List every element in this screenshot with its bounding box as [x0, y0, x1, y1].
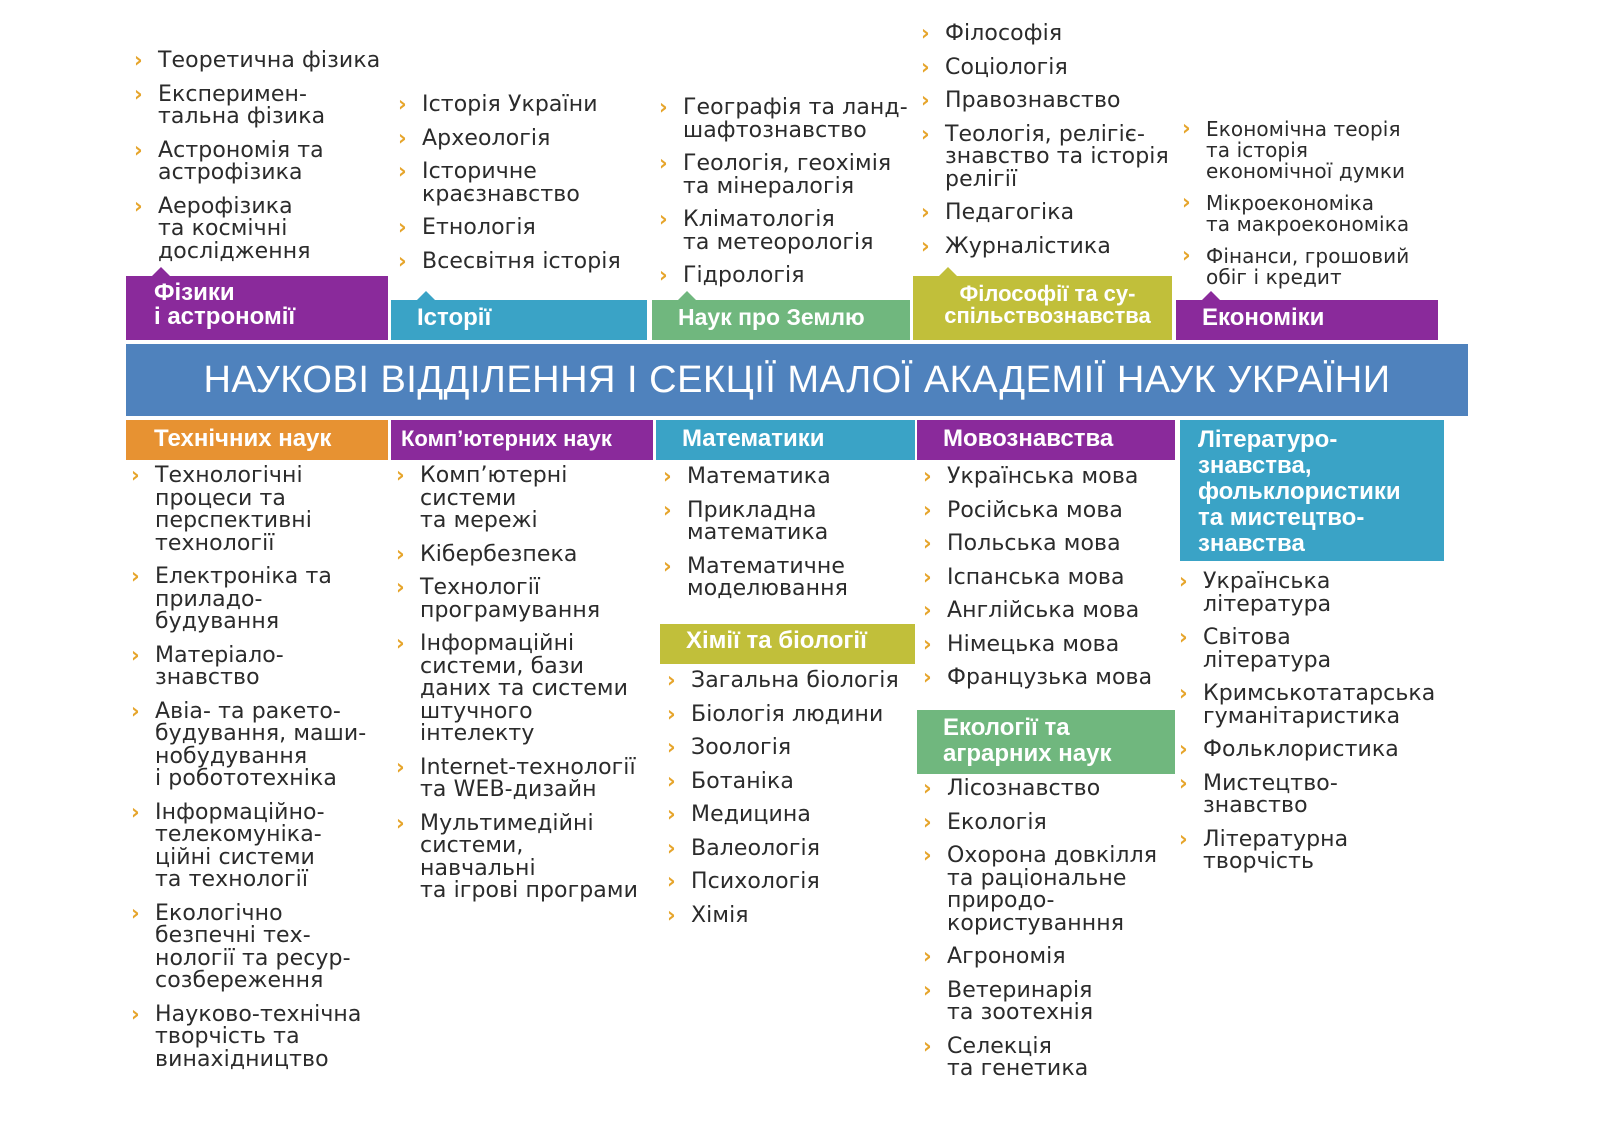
section-item [656, 153, 911, 198]
section-label: Ветеринарія та зоотехнія [947, 977, 1094, 1025]
section-label: Експеримен- тальна фізика [158, 81, 326, 129]
section-label: Internet-технології та WEB-дизайн [420, 754, 636, 802]
section-label: Науково-технічна творчість та винахідництво [155, 1001, 362, 1072]
section-item [128, 698, 383, 791]
section-item [920, 631, 1175, 657]
chevron-right-icon: › [663, 464, 672, 488]
section-label: Агрономія [947, 944, 1066, 969]
section-label: Психологія [691, 869, 820, 894]
section-item [656, 265, 911, 288]
section-item [664, 737, 919, 760]
history-label: Історії [391, 300, 647, 340]
section-item [920, 667, 1175, 690]
section-item [393, 810, 653, 903]
section-item [393, 633, 653, 746]
mathematics-label: Математики [656, 420, 915, 460]
section-item [1176, 826, 1444, 874]
section-item [128, 642, 383, 690]
chevron-right-icon: › [396, 463, 405, 487]
section-item [1179, 243, 1444, 289]
section-label: Інформаційні системи, бази даних та системи штучного інтелекту [420, 631, 629, 746]
section-label: Екологія [947, 809, 1047, 835]
section-label: Ботаніка [691, 768, 794, 794]
chevron-right-icon: › [659, 95, 668, 119]
chevron-right-icon: › [923, 497, 932, 522]
chevron-right-icon: › [923, 776, 932, 800]
chevron-right-icon: › [398, 125, 407, 150]
chevron-right-icon: › [1179, 569, 1188, 593]
chevron-right-icon: › [131, 799, 140, 824]
section-item [664, 835, 919, 861]
section-item [660, 466, 915, 489]
section-item [1176, 571, 1444, 616]
chevron-right-icon: › [667, 902, 676, 927]
section-item [393, 754, 653, 802]
section-label: Астрономія та астрофізика [158, 137, 324, 185]
section-label: Охорона довкілля та раціональне природо- користуванння [947, 843, 1158, 936]
section-item [128, 799, 383, 892]
chevron-right-icon: › [131, 900, 140, 925]
computer-sections [393, 465, 653, 914]
section-item [128, 1001, 383, 1072]
section-item [1176, 627, 1444, 672]
chevron-right-icon: › [923, 809, 932, 834]
section-item [920, 497, 1175, 523]
section-label: Педагогіка [945, 200, 1075, 225]
chevron-right-icon: › [134, 48, 143, 72]
section-label: Історія України [422, 92, 598, 117]
chevron-right-icon: › [398, 248, 407, 273]
chevron-right-icon: › [398, 92, 407, 116]
chevron-right-icon: › [396, 575, 405, 599]
section-item [131, 193, 386, 264]
section-item [128, 465, 383, 555]
section-label: Кібербезпека [420, 541, 578, 567]
section-item [920, 778, 1175, 801]
chevron-right-icon: › [398, 159, 407, 183]
section-label: Мистецтво- знавство [1203, 770, 1338, 818]
mathematics-sections [660, 466, 915, 612]
chevron-right-icon: › [131, 463, 140, 487]
section-item [395, 248, 645, 274]
literature-sections [1176, 571, 1444, 885]
chevron-right-icon: › [921, 54, 930, 79]
section-item [395, 217, 645, 240]
section-label: Авіа- та ракето- будування, маши- нобудування і робототехніка [155, 698, 367, 791]
chevron-right-icon: › [1179, 737, 1188, 761]
section-label: Українська мова [947, 464, 1139, 489]
section-label: Англійська мова [947, 598, 1140, 623]
technical-label: Технічних наук [126, 420, 388, 460]
section-label: Інформаційно- телекомуніка- ційні системи та технології [155, 799, 325, 892]
section-item [918, 121, 1173, 192]
section-label: Електроніка та приладо- будування [155, 564, 332, 634]
chevron-right-icon: › [667, 768, 676, 793]
section-label: Медицина [691, 802, 811, 827]
section-label: Правознавство [945, 88, 1121, 113]
section-item [128, 566, 383, 634]
section-label: Соціологія [945, 54, 1068, 80]
section-item [918, 54, 1173, 80]
section-label: Геологія, геохімія та мінералогія [683, 151, 892, 199]
section-item [920, 600, 1175, 623]
section-item [920, 845, 1175, 935]
section-item [656, 97, 911, 142]
section-label: Загальна біологія [691, 668, 899, 693]
section-item [656, 209, 911, 254]
chevron-right-icon: › [131, 1001, 140, 1026]
chevron-right-icon: › [667, 701, 676, 726]
section-label: Історичне краєзнавство [422, 159, 580, 207]
linguistics-label: Мовознавства [917, 420, 1175, 460]
chevron-right-icon: › [923, 598, 932, 622]
chevron-right-icon: › [396, 541, 405, 566]
chevron-right-icon: › [667, 869, 676, 893]
literature-label: Літературо- знавства, фольклористики та мистецтво- знавства [1180, 420, 1444, 561]
section-item [664, 902, 919, 928]
section-item [920, 1033, 1175, 1081]
chevron-right-icon: › [667, 668, 676, 692]
chevron-right-icon: › [1182, 243, 1191, 267]
chevron-right-icon: › [1182, 116, 1191, 140]
section-item [918, 233, 1173, 259]
section-item [920, 564, 1175, 590]
chevron-right-icon: › [921, 21, 930, 45]
section-item [393, 541, 653, 567]
section-label: Технології програмування [420, 575, 601, 623]
section-item [920, 809, 1175, 835]
chevron-right-icon: › [1182, 190, 1191, 214]
section-item [1179, 190, 1444, 236]
section-label: Технологічні процеси та перспективні технології [155, 463, 312, 556]
chevron-right-icon: › [396, 631, 405, 655]
main-title: НАУКОВІ ВІДДІЛЕННЯ І СЕКЦІЇ МАЛОЇ АКАДЕМІЇ НАУК УКРАЇНИ [203, 358, 1391, 401]
section-label: Мультимедійні системи, навчальні та ігрові програми [420, 810, 638, 903]
section-label: Археологія [422, 125, 551, 151]
section-label: Етнологія [422, 215, 536, 240]
chevron-right-icon: › [659, 151, 668, 175]
section-item [920, 977, 1175, 1025]
section-label: Журналістика [945, 233, 1111, 259]
section-label: Фінанси, грошовий обіг і кредит [1206, 244, 1410, 289]
section-label: Прикладна математика [687, 497, 829, 545]
section-item [131, 137, 386, 185]
section-label: Світова література [1203, 625, 1332, 673]
main-title-banner [126, 344, 1468, 416]
chevron-right-icon: › [667, 735, 676, 759]
section-label: Лісознавство [947, 776, 1101, 801]
section-item [918, 202, 1173, 225]
section-label: Польська мова [947, 531, 1121, 556]
chevron-right-icon: › [1179, 681, 1188, 705]
section-label: Математика [687, 464, 831, 489]
section-item [131, 50, 386, 73]
section-item [660, 553, 915, 601]
chevron-right-icon: › [1179, 625, 1188, 649]
chevron-right-icon: › [131, 642, 140, 667]
chevron-right-icon: › [1179, 826, 1188, 851]
section-item [1179, 116, 1444, 183]
chevron-right-icon: › [667, 835, 676, 860]
section-label: Літературна творчість [1203, 826, 1349, 874]
section-label: Екологічно безпечні тех- нології та ресур- созбереження [155, 900, 351, 993]
section-label: Російська мова [947, 497, 1123, 523]
chevron-right-icon: › [396, 754, 405, 779]
section-label: Селекція та генетика [947, 1033, 1089, 1081]
chevron-right-icon: › [396, 810, 405, 835]
chevron-right-icon: › [659, 263, 668, 287]
ecology-sections [920, 778, 1175, 1092]
chevron-right-icon: › [923, 977, 932, 1002]
earth-label: Наук про Землю [652, 300, 910, 340]
chevron-right-icon: › [923, 1033, 932, 1058]
section-label: Біологія людини [691, 701, 884, 727]
chevron-right-icon: › [134, 137, 143, 162]
chevron-right-icon: › [131, 698, 140, 723]
section-label: Філософія [945, 21, 1063, 46]
section-label: Фольклористика [1203, 737, 1399, 762]
section-item [393, 465, 653, 533]
section-item [660, 497, 915, 545]
section-item [664, 804, 919, 827]
chevron-right-icon: › [923, 631, 932, 656]
chevron-right-icon: › [131, 564, 140, 588]
section-label: Всесвітня історія [422, 248, 621, 274]
chevron-right-icon: › [659, 207, 668, 231]
history-sections [395, 94, 645, 284]
chevron-right-icon: › [921, 233, 930, 258]
section-item [918, 23, 1173, 46]
section-label: Кліматологія та метеорологія [683, 207, 874, 255]
chevron-right-icon: › [667, 802, 676, 826]
linguistics-sections [920, 466, 1175, 701]
section-item [1176, 770, 1444, 818]
philosophy-sections [918, 23, 1173, 269]
section-item [1176, 739, 1444, 762]
section-item [918, 90, 1173, 113]
section-label: Німецька мова [947, 631, 1120, 657]
section-item [664, 768, 919, 794]
section-item [920, 466, 1175, 489]
section-item [920, 533, 1175, 556]
chevron-right-icon: › [921, 200, 930, 224]
chevron-right-icon: › [923, 531, 932, 555]
section-label: Комп’ютерні системи та мережі [420, 463, 568, 533]
section-item [395, 125, 645, 151]
earth-sections [656, 97, 911, 299]
physics-label: Фізики і астрономії [126, 276, 388, 340]
section-label: Зоологія [691, 735, 792, 760]
section-label: Українська література [1203, 569, 1332, 617]
chevron-right-icon: › [921, 121, 930, 146]
economics-sections [1179, 116, 1444, 299]
section-label: Кримськотатарська гуманітаристика [1203, 681, 1436, 729]
chevron-right-icon: › [134, 193, 143, 218]
chemistry-biology-label: Хімії та біології [660, 624, 915, 664]
section-label: Іспанська мова [947, 564, 1125, 590]
section-item [131, 81, 386, 129]
section-label: Аерофізика та космічні дослідження [158, 193, 311, 264]
chevron-right-icon: › [398, 215, 407, 239]
section-label: Географія та ланд- шафтознавство [683, 95, 908, 143]
chevron-right-icon: › [921, 88, 930, 112]
section-item [920, 946, 1175, 969]
section-item [395, 94, 645, 117]
chevron-right-icon: › [663, 553, 672, 578]
chemistry-biology-sections [664, 670, 919, 938]
section-label: Теоретична фізика [158, 48, 381, 73]
chevron-right-icon: › [1179, 770, 1188, 795]
chevron-right-icon: › [923, 464, 932, 488]
section-item [664, 871, 919, 894]
philosophy-label: Філософії та су- спільствознавства [913, 276, 1172, 340]
section-label: Гідрологія [683, 263, 805, 288]
section-label: Математичне моделювання [687, 553, 848, 601]
section-item [1176, 683, 1444, 728]
computer-label: Комп’ютерних наук [391, 420, 653, 460]
section-label: Хімія [691, 902, 749, 928]
technical-sections [128, 465, 383, 1082]
section-label: Мікроекономіка та макроекономіка [1206, 191, 1410, 236]
section-item [128, 900, 383, 993]
section-label: Валеологія [691, 835, 821, 861]
chevron-right-icon: › [923, 843, 932, 867]
section-label: Французька мова [947, 665, 1153, 690]
section-label: Теологія, релігіє- знавство та історія релігії [945, 121, 1169, 192]
section-label: Матеріало- знавство [155, 642, 284, 690]
ecology-label: Екології та аграрних наук [917, 710, 1175, 774]
chevron-right-icon: › [663, 497, 672, 522]
section-item [664, 701, 919, 727]
section-item [664, 670, 919, 693]
chevron-right-icon: › [923, 564, 932, 589]
chevron-right-icon: › [923, 665, 932, 689]
economics-label: Економіки [1176, 300, 1438, 340]
chevron-right-icon: › [923, 944, 932, 968]
chevron-right-icon: › [134, 81, 143, 106]
section-label: Економічна теорія та історія економічної думки [1206, 117, 1406, 183]
section-item [393, 577, 653, 622]
section-item [395, 161, 645, 206]
physics-sections [131, 50, 386, 274]
